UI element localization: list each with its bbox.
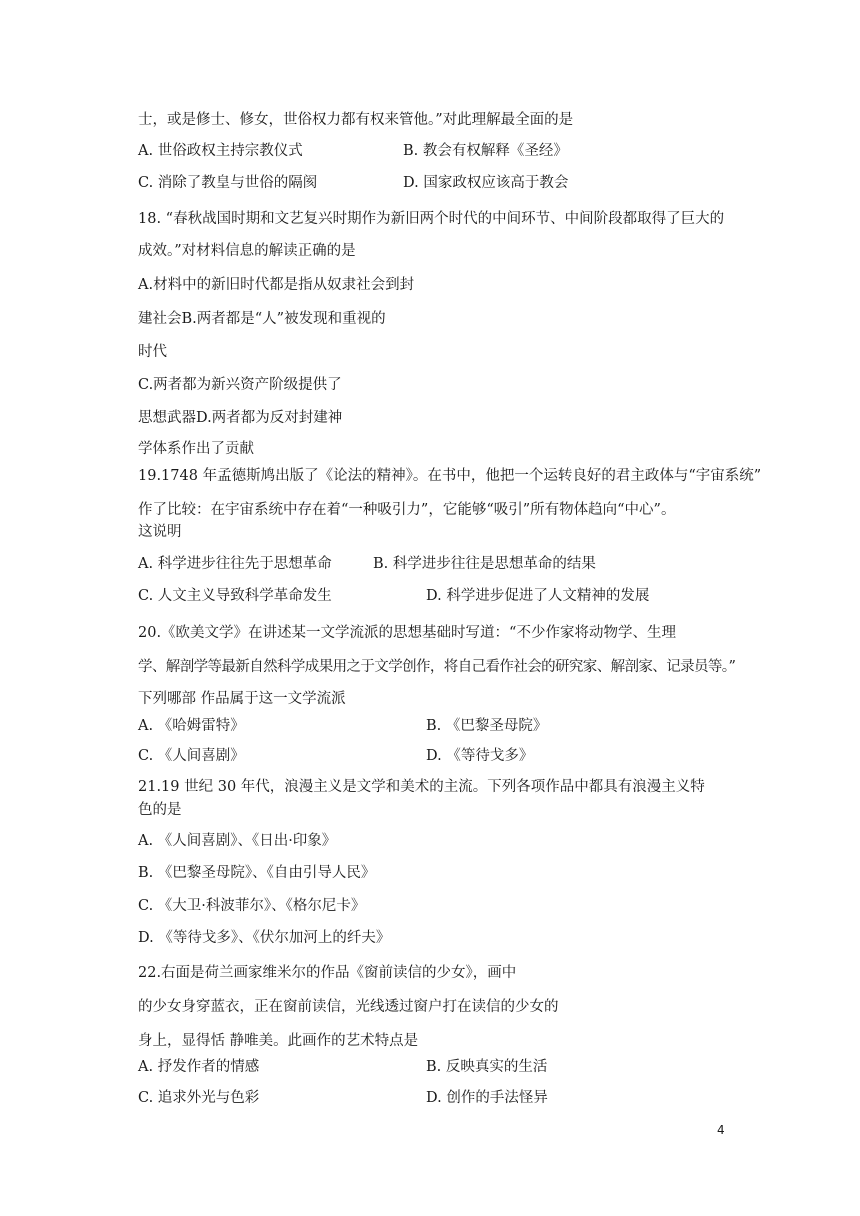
text-line: 时代 <box>138 344 167 360</box>
text-line: 下列哪部 作品属于这一文学流派 <box>138 691 346 707</box>
option-d: D. 国家政权应该高于教会 <box>403 175 569 191</box>
text-line: 身上，显得恬 静唯美。此画作的艺术特点是 <box>138 1033 419 1049</box>
text-line: C.两者都为新兴资产阶级提供了 <box>138 377 342 393</box>
option-b: B. 科学进步往往是思想革命的结果 <box>373 556 596 572</box>
text-line: 思想武器D.两者都为反对封建神 <box>138 410 343 426</box>
option-c: C. 《大卫·科波菲尔》、《格尔尼卡》 <box>138 898 366 914</box>
option-d: D. 《等待戈多》、《伏尔加河上的纤夫》 <box>138 930 391 946</box>
option-c: C. 《人间喜剧》 <box>138 748 245 764</box>
text-line: 色的是 <box>138 802 182 818</box>
option-b: B. 《巴黎圣母院》、《自由引导人民》 <box>138 865 376 881</box>
option-a: A. 抒发作者的情感 <box>138 1059 260 1075</box>
text-line: 成效。”对材料信息的解读正确的是 <box>138 243 356 259</box>
option-a: A. 世俗政权主持宗教仪式 <box>138 143 303 159</box>
option-b: B. 教会有权解释《圣经》 <box>403 143 568 159</box>
question-18: 18. “春秋战国时期和文艺复兴时期作为新旧两个时代的中间环节、中间阶段都取得了巨大的 <box>138 211 725 227</box>
text-line: 作了比较：在宇宙系统中存在着“一种吸引力”，它能够“吸引”所有物体趋向“中心”。 <box>138 502 676 518</box>
question-20: 20.《欧美文学》在讲述某一文学流派的思想基础时写道：“不少作家将动物学、生理 <box>138 625 676 641</box>
text-line: 的少女身穿蓝衣，正在窗前读信，光线透过窗户打在读信的少女的 <box>138 999 559 1015</box>
text-line: 这说明 <box>138 524 182 540</box>
option-b: B. 反映真实的生活 <box>426 1059 548 1075</box>
option-d: D. 《等待戈多》 <box>426 748 534 764</box>
option-c: C. 消除了教皇与世俗的隔阂 <box>138 175 318 191</box>
option-c: C. 追求外光与色彩 <box>138 1090 260 1106</box>
option-d: D. 创作的手法怪异 <box>426 1090 548 1106</box>
option-a: A. 《人间喜剧》、《日出·印象》 <box>138 833 337 849</box>
text-line: 学、解剖学等最新自然科学成果用之于文学创作，将自己看作社会的研究家、解剖家、记录员等。” <box>138 659 736 675</box>
option-c: C. 人文主义导致科学革命发生 <box>138 588 332 604</box>
option-a: A. 科学进步往往先于思想革命 <box>138 556 332 572</box>
option-b: B. 《巴黎圣母院》 <box>426 718 548 734</box>
page-number: 4 <box>717 1123 725 1137</box>
question-21: 21.19 世纪 30 年代，浪漫主义是文学和美术的主流。下列各项作品中都具有浪漫主义特 <box>138 779 705 795</box>
option-d: D. 科学进步促进了人文精神的发展 <box>426 588 650 604</box>
text-line: 学体系作出了贡献 <box>138 441 254 457</box>
text-line: A.材料中的新旧时代都是指从奴隶社会到封 <box>138 277 415 293</box>
option-a: A. 《哈姆雷特》 <box>138 718 245 734</box>
text-line: 士，或是修士、修女，世俗权力都有权来管他。”对此理解最全面的是 <box>138 112 574 128</box>
question-19: 19.1748 年孟德斯鸠出版了《论法的精神》。在书中，他把一个运转良好的君主政体与“宇宙系统” <box>138 468 762 484</box>
question-22: 22.右面是荷兰画家维米尔的作品《窗前读信的少女》，画中 <box>138 965 517 981</box>
text-line: 建社会B.两者都是“人”被发现和重视的 <box>138 311 386 327</box>
